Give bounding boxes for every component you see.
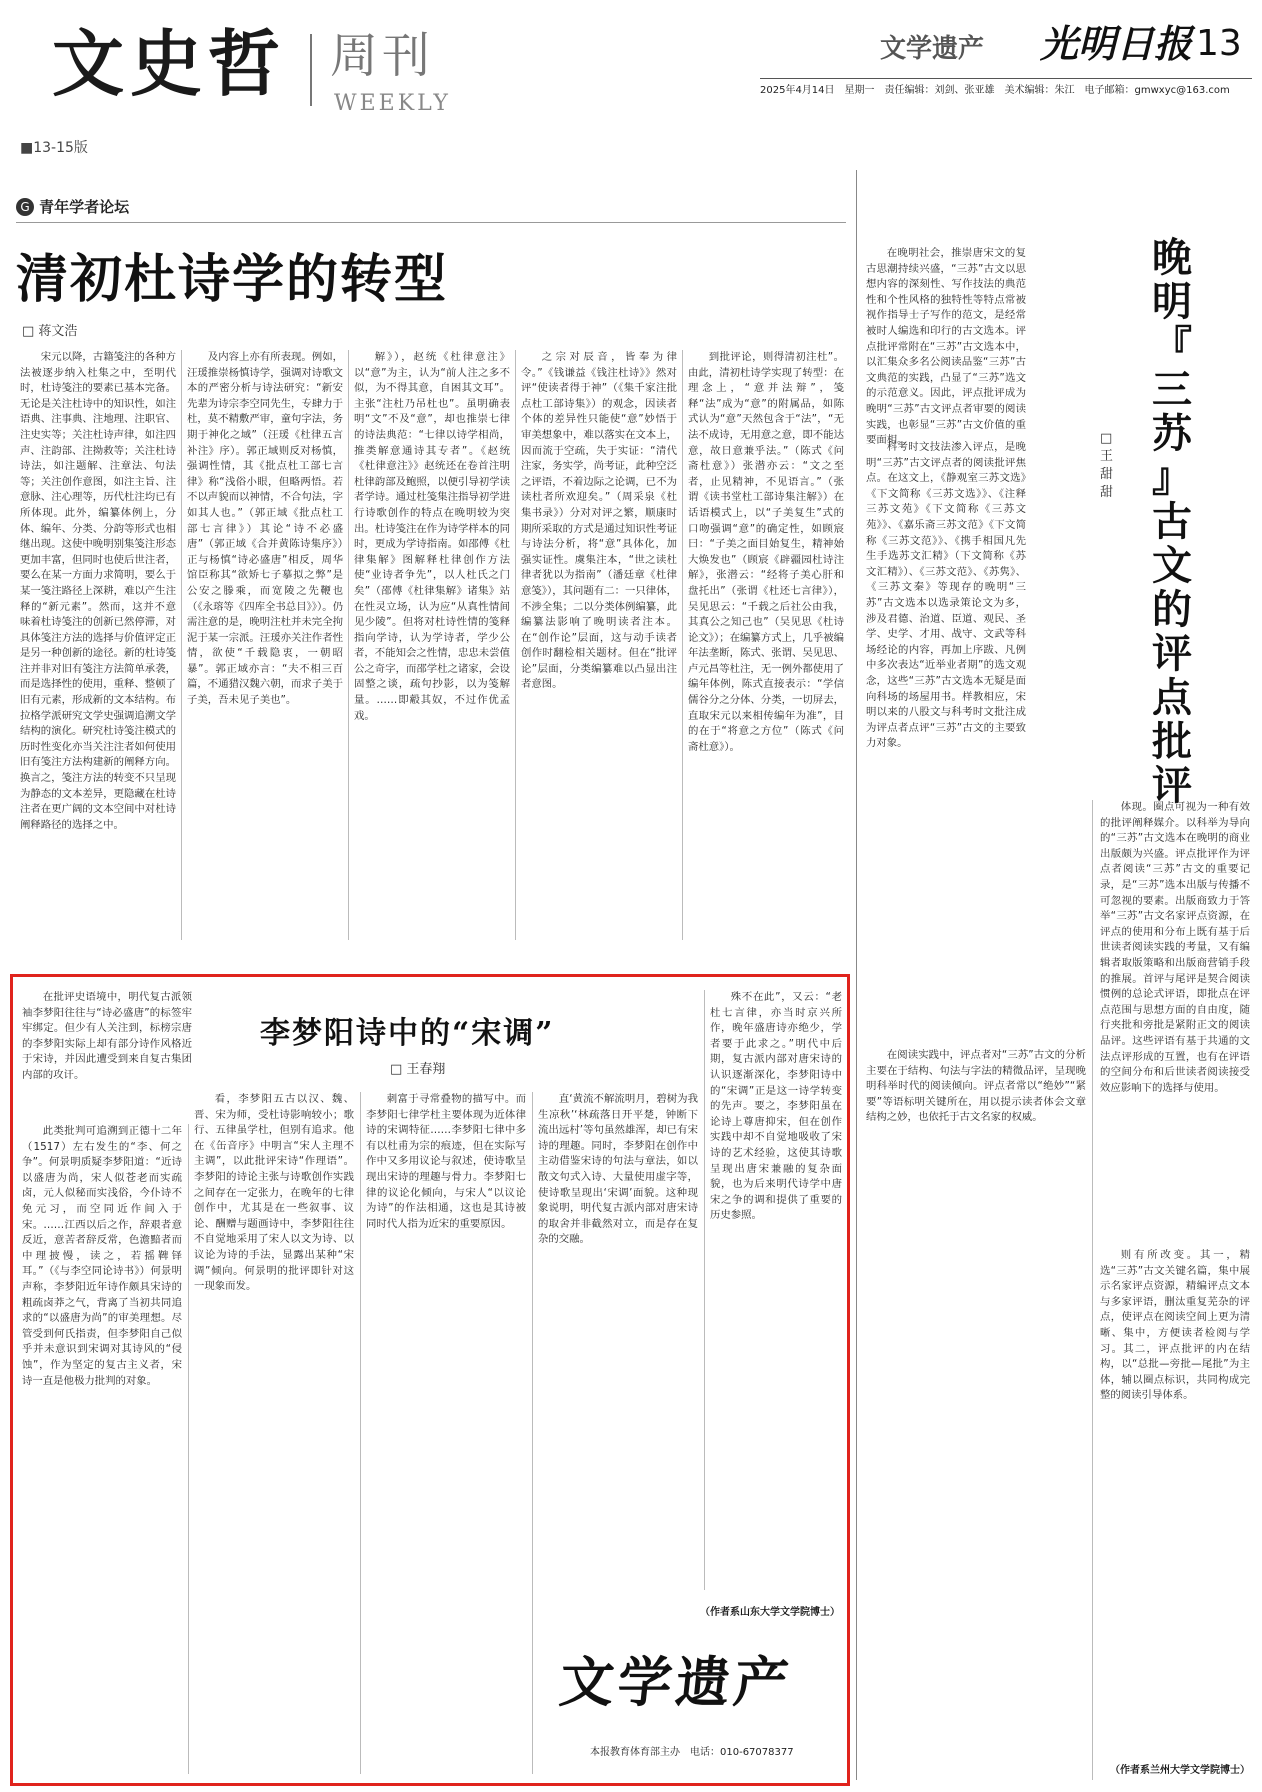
forum-label bbox=[16, 196, 129, 218]
article3-column-2: 看，李梦阳五古以汉、魏、晋、宋为师，受杜诗影响较小；歌行、五律虽学杜，但别有追求。他在《缶音序》中明言“宋人主理不主调”，以此批评宋诗“作理语”。李梦阳的诗论主张与诗歌创作实践之间存在一定张力，在晚年的七律创作中，尤其是在一些叙事、议论、酬赠与题画诗中，李梦阳往往不自觉地采用了宋人以文为诗、以议论为诗的手法，显露出某种“宋调”倾向。何景明的批评即针对这一现象而发。 bbox=[194, 1093, 354, 1293]
dateline: 2025年4月14日 星期一 责任编辑：刘剑、张亚雄 美术编辑：朱江 电子邮箱：gmwxyc@163.com bbox=[760, 85, 1230, 96]
section-english: WEEKLY bbox=[334, 91, 451, 116]
article1-title: 清初杜诗学的转型 bbox=[16, 249, 449, 310]
article3-column-1: 此类批判可追溯到正德十二年（1517）左右发生的“李、何之争”。何景明质疑李梦阳道：“近诗以盛唐为尚，宋人似苍老而实疏卤，元人似秘而实浅俗，今仆诗不免元习，而空同近作间入于宋。……江西以后之作，辞艰者意反近，意苦者辞反常，色澹黯者而中理披慢，读之，若摇鞞铎耳。”（《与李空同论诗书》）何景明声称，李梦阳近年诗作颇具宋诗的粗疏卤莽之气，背离了当初共同追求的“以盛唐为尚”的审美理想。尽管受到何氏指责，但李梦阳自己似乎并未意识到宋调对其诗风的“侵蚀”，作为坚定的复古主义者，宋诗一直是他极力批判的对象。 bbox=[22, 1125, 182, 1387]
article1-column-2: 及内容上亦有所表现。例如，汪瑗推崇杨慎诗学，强调对诗歌文本的严密分析与诗法研究：“新安先辈为诗宗李空同先生，专肆力于杜，莫不精敷严审，童句字法，务期于神化之域”（汪瑗《杜律五言补注》序）。郭正域则反对杨慎，强调性情，其《批点杜工部七言律》称“浅俗小眼，但略两悟。若不以声貌而以神情，不合句法，字如其人也。”（郭正域《批点杜工部七言律》）其论“诗不必盛唐”（郭正域《合并黄陈诗集序》）正与杨慎“诗必盛唐”相反，周华馆臣称其“欲矫七子摹拟之弊”是公安之滕乘，而宽陵之先鞭也（《永瑢等《四库全书总目》》）。仍需注意的是，晚明注杜并未完全拘泥于某一宗派。汪瑗亦关注作者性情，欲使“千载隐衷，一朝昭暴”。郭正域亦言：“夫不相三百篇，不通猎汉魏六朝，而求子美于子美，吾未见子美也”。 bbox=[187, 351, 343, 707]
footer-sponsor: 本报教育体育部主办 电话：010-67078377 bbox=[590, 1747, 794, 1758]
article3-column-3: 刺富于寻常叠物的描写中。而李梦阳七律学杜主要体现为近体律诗的宋调特征……李梦阳七律中多有以杜甫为宗的痕迹，但在实际写作中又多用议论与叙述，使诗歌呈现出宋诗的理趣与骨力。李梦阳七律的议论化倾向，与宋人“以议论为诗”的作法相通，这也是其诗被同时代人指为近宋的重要原因。 bbox=[366, 1093, 526, 1230]
footer-logo: 文学遗产 bbox=[556, 1650, 796, 1714]
article1-column-3: 解》），赵统《杜律意注》以“意”为主，认为“前人注之多不似，为不得其意，自困其文耳”。主张“注杜乃吊杜也”。虽明确表明“文”不及“意”，却也推崇七律的诗法典范：“七律以诗学相尚，推类解意通诗其专者”。《赵统《杜律意注》》赵统还在卷首注明杜律韵部及鲍照，以便引导初学读者学诗。通过杜笺集注指导初学进行诗歌创作的特点在晚明较为突出。杜诗笺注在作为诗学样本的同时，更成为学诗指南。如邵傅《杜律集解》图解释杜律创作方法使“业诗者争先”，以人杜氏之门矣”（邵傅《杜律集解》诸集》站在性灵立场，认为应“从真性情间见少陵”。但将对杜诗性情的笺释指向学诗，认为学诗者，学少公者，不能知会之性情，忠忠未尝值公之奇字，而邵学杜之诸家，会设固整之谈，疏句抄影，以为笺解量。……即觳其奴，不过作优孟戏。 bbox=[354, 351, 510, 722]
article3-author: □ 王春翔 bbox=[390, 1062, 446, 1077]
forum-badge-icon: G bbox=[16, 198, 34, 216]
paper-logo: 光明日报 bbox=[1040, 21, 1193, 66]
article3-intro: 在批评史语境中，明代复古派领袖李梦阳往往与“诗必盛唐”的标签牢牢绑定。但少有人关注到，标榜宗唐的李梦阳实际上却有部分诗作风格近于宋诗，并因此遭受到来自复古集团内部的攻讦。 bbox=[22, 991, 192, 1081]
article1-column-4: 之宗对辰音，皆奉为律令。”《钱谦益《钱注杜诗》》然对评“使读者得于神”（《集千家注批点杜工部诗集》）的观念，因读者个体的差异性只能使“意”妙悟于审美想象中，难以落实在文本上，因而流于空疏，失于实证：“清代注家，务实学，尚考证，此种空泛之评语，不着边际之论调，已不为读杜者所欢迎矣。”（周采泉《杜集书录》）分对对评之繁，顺康时期所采取的方式是通过知识性考证与诗法分析，将“意”具体化，加强实证性。虞集注本，“世之读杜律者犹以为指南”（潘廷章《杜律意笺》），其问题有二：一只律体，不涉全集；二以分类体例编纂，此编纂法影响了晚明读者注本。在“创作论”层面，这与动手读者创作时翻检相关题材。但在“批评论”层面，分类编纂难以凸显出注者意图。 bbox=[521, 351, 677, 691]
page-column-divider bbox=[856, 170, 857, 1780]
article3-end-note: （作者系山东大学文学院博士） bbox=[700, 1607, 840, 1618]
masthead-divider bbox=[310, 34, 312, 106]
article3-title: 李梦阳诗中的“宋调” bbox=[260, 1016, 555, 1051]
article2-author: □ 王甜甜 bbox=[1100, 431, 1114, 500]
article1-author: □ 蒋文浩 bbox=[22, 324, 78, 339]
article2-end-note: （作者系兰州大学文学院博士） bbox=[1110, 1765, 1250, 1776]
article2-intro: 在晚明社会，推崇唐宋文的复古思潮持续兴盛，“三苏”古文以思想内容的深刻性、写作技法的典范性和个性风格的独特性等特点常被视作指导士子写作的范文，是经常被时人编选和印行的古文选本。评点批评常附在“三苏”古文选本中，以汇集众多名公阅读品鉴“三苏”古文典范的实践，凸显了“三苏”选文的示范意义。因此，评点批评成为晚明“三苏”古文评点者审要的阅读实践，也彰显“三苏”古文价值的重要面相。 bbox=[866, 247, 1026, 447]
article3-column-5: 殊不在此”，又云：“老杜七言律，亦当时京兴所作，晚年盛唐诗亦绝少，学者要于此求之。”明代中后期，复古派内部对唐宋诗的认识逐渐深化，李梦阳诗中的“宋调”正是这一诗学转变的先声。要之，李梦阳虽在论诗上尊唐抑宋，但在创作实践中却不自觉地吸收了宋诗的艺术经验，这使其诗歌呈现出唐宋兼融的复杂面貌，也为后来明代诗学中唐宋之争的调和提供了重要的历史参照。 bbox=[710, 991, 842, 1222]
section-subtitle: 周刊 bbox=[330, 28, 435, 84]
article3-column-4: 直‘黄流不解流明月，碧树为我生凉秋’‘林疏落日开平楚，钟断下流出远村’等句虽然雄浑，却已有宋诗的理趣。同时，李梦阳在创作中主动借鉴宋诗的句法与章法，如以散文句式入诗、大量使用虚字等，使诗歌呈现出‘宋调’面貌。这种现象说明，明代复古派内部对唐宋诗的取舍并非截然对立，而是存在复杂的交融。 bbox=[538, 1093, 698, 1246]
article1-column-1: 宋元以降，古籍笺注的各种方法被逐步纳入杜集之中，至明代时，杜诗笺注的要素已基本完备。无论是关注杜诗中的知识性，如注语典、注事典、注地理、注职官、注史实等；关注杜诗声律，如注四声、注韵部、注拗救等；关注杜诗诗法，如注题解、注章法、句法等；关注创作意图，如注主旨、注意脉、注心理等，历代杜注均已有所体现。此外，编纂体例上，分体、编年、分类、分韵等形式也相继出现。这使中晚明别集笺注形态更加丰富，但同时也使后世注者，要么在某一方面力求简明，要么于某一笺注路径上深耕，难以产生注释的“新元素”。然而，这并不意味着杜诗笺注的创新已然停滞，对具体笺注方法的选择与价值评定正是另一种创新的途径。新的杜诗笺注并非对旧有笺注方法简单承袭，而是选择性的使用，重释、整顿了旧有元素，形成新的文本结构。布拉格学派研究文学史强调追溯文学结构的演化。研究杜诗笺注模式的历时性变化亦当关注注者如何使用旧有笺注方法构建新的阐释方向。换言之，笺注方法的转变不只呈现为静态的文本差异，更隐藏在杜诗注者在更广阔的文本空间中对杜诗阐释路径的选择之中。 bbox=[20, 351, 176, 831]
article2-column-d: 则有所改变。其一，精选“三苏”古文关键名篇，集中展示名家评点资源，精编评点文本与多家评语，删汰重复芜杂的评点，使评点在阅读空间上更为清晰、集中，方便读者检阅与学习。其二，评点批评的内在结构，以“总批—旁批—尾批”为主体，辅以圈点标识，共同构成完整的阅读引导体系。 bbox=[1100, 1249, 1250, 1402]
masthead bbox=[0, 0, 1262, 160]
article2-column-b: 体现。圈点可视为一种有效的批评阐释媒介。以科举为导向的“三苏”古文选本在晚明的商业出版颇为兴盛。评点批评作为评点者阅读“三苏”古文的重要记录，是“三苏”选本出版与传播不可忽视的要素。出版商致力于答举“三苏”古文名家评点资源，在评点的使用和分布上既有基于后世读者阅读实践的考量，又有编辑者取版策略和出版商营销手段的推展。首评与尾评是契合阅读惯例的总论式评语，即批点在评点范围与思想方面的自由度，随行夹批和旁批是紧附正文的阅读品评。这些评语有基于共通的文法点评形成的互置，也有在评语的空间分布和后世读者阅读接受效应影响下的选择与使用。 bbox=[1100, 801, 1250, 1094]
forum-rule bbox=[16, 222, 846, 223]
channel-name: 文学遗产 bbox=[880, 34, 985, 64]
masthead-rule bbox=[760, 78, 1252, 79]
article1-column-5: 到批评论，则得清初注杜”。由此，清初杜诗学实现了转型：在理念上，“意并法辩”，笺释“法”成为“意”的附属品，如陈式认为“意”天然包含于“法”，“无法不成诗，无用意之意，即不能达意，故日意兼乎法。”（陈式《问斋杜意》）张潜亦云：“文之至者，止见精神，不见语言。”（张谓《读书堂杜工部诗集注解》）在话语模式上，以“子美复生”式的口吻强调“意”的确定性，如顾宸曰：“子美之面目始复生，精神始大焕发也”（顾宸《辟疆园杜诗注解》，张潜云：“经将子美心肝和盘托出”（张谓《杜还七言律》），吴见思云：“千载之后社公由我，其真公之知己也”（吴见思《杜诗论文》）；在编纂方式上，几乎被编年法垄断，陈式、张谓、吴见思、卢元昌等杜注，无一例外都使用了编年体例，陈式直接表示：“学信儒谷分之分体、分类，一切屏去，直取宋元以来相传编年为准”，目的在于“将意之方位”（陈式《问斋杜意》）。 bbox=[688, 351, 844, 753]
page-range: ■13-15版 bbox=[20, 140, 88, 156]
forum-label-text: 青年学者论坛 bbox=[39, 198, 130, 216]
article2-column-a: 科考时文技法渗入评点，是晚明“三苏”古文评点者的阅读批评焦点。在这文上，《静观室三苏文选》《下文简称《三苏文选》》、《注释三苏文苑》《下文简称《三苏文苑》》、《嘉乐斋三苏文范》《下文简称《三苏文范》》、《携手相国凡先生手选苏文汇精》（下文简称《苏文汇精》）、《三苏文范》、《苏隽》、《三苏文秦》等现存的晚明“三苏”古文选本以选录策论文为多，涉及君德、治道、臣道、观民、圣学、史学、才用、战守、文武等科场经论的内容，再加上序跋、凡例中多次表达“近举业者期”的选文观念，这些“三苏”古文选本无疑是面向科场的场屋用书。样教相应，宋明以来的八股文与科考时文批注成为评点者点评“三苏”古文的主要致力对象。 bbox=[866, 441, 1026, 750]
section-title: 文史哲 bbox=[52, 21, 287, 106]
page-number: 13 bbox=[1196, 23, 1242, 64]
article2-column-c: 在阅读实践中，评点者对“三苏”古文的分析主要在于结构、句法与字法的精微品评，呈现晚明科举时代的阅读倾向。评点者常以“绝妙”“紧要”等语标明关键所在，用以提示读者体会文章结构之妙，也依托于古文名家的权威。 bbox=[866, 1049, 1086, 1124]
